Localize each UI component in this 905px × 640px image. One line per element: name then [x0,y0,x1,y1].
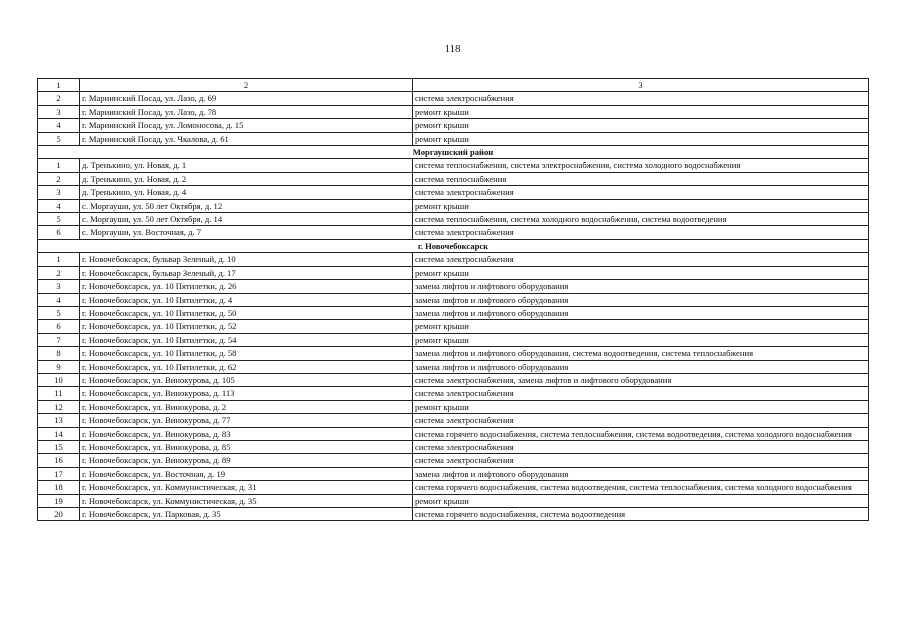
row-address: с. Моргауши, ул. Восточная, д. 7 [80,226,413,239]
row-work-type: замена лифтов и лифтового оборудования [413,306,869,319]
section-row [38,239,869,252]
table-row [38,253,869,266]
table-row [38,119,869,132]
table-body [38,79,869,521]
table-row [38,266,869,279]
row-number: 13 [38,414,80,427]
row-work-type: система электроснабжения [413,440,869,453]
row-number: 17 [38,467,80,480]
row-address: г. Новочебоксарск, ул. Винокурова, д. 85 [80,440,413,453]
row-address: д. Тренькино, ул. Новая, д. 4 [80,186,413,199]
table-row [38,213,869,226]
row-work-type: система электроснабжения [413,253,869,266]
table-row [38,508,869,521]
row-number: 19 [38,494,80,507]
row-address: г. Новочебоксарск, бульвар Зеленый, д. 17 [80,266,413,279]
table-row [38,481,869,494]
row-number: 11 [38,387,80,400]
table-row [38,159,869,172]
row-work-type: система электроснабжения [413,454,869,467]
row-address: г. Новочебоксарск, ул. Винокурова, д. 77 [80,414,413,427]
row-work-type: система горячего водоснабжения, система теплоснабжения, система водоотведения, система холодного водоснабжения [413,427,869,440]
row-work-type: система электроснабжения [413,186,869,199]
row-work-type: система горячего водоснабжения, система водоотведения, система теплоснабжения, система холодного водоснабжения [413,481,869,494]
row-address: г. Новочебоксарск, ул. Винокурова, д. 2 [80,400,413,413]
table-row [38,105,869,118]
table-row [38,494,869,507]
row-number: 1 [38,159,80,172]
row-number: 10 [38,373,80,386]
row-work-type: ремонт крыши [413,320,869,333]
table-row [38,400,869,413]
table-row [38,333,869,346]
row-address: г. Мариинский Посад, ул. Чкалова, д. 61 [80,132,413,145]
row-address: г. Новочебоксарск, ул. Винокурова, д. 83 [80,427,413,440]
row-number: 15 [38,440,80,453]
table-row [38,132,869,145]
table-row [38,387,869,400]
row-work-type: замена лифтов и лифтового оборудования [413,360,869,373]
row-work-type: система теплоснабжения, система холодного водоснабжения, система водоотведения [413,213,869,226]
row-address: г. Мариинский Посад, ул. Лазо, д. 69 [80,92,413,105]
row-address: д. Тренькино, ул. Новая, д. 2 [80,172,413,185]
row-number: 2 [38,172,80,185]
table-row [38,360,869,373]
row-work-type: система теплоснабжения, система электроснабжения, система холодного водоснабжения [413,159,869,172]
row-number: 4 [38,119,80,132]
row-work-type: система теплоснабжения [413,172,869,185]
table-row [38,320,869,333]
row-work-type: система электроснабжения, замена лифтов и лифтового оборудования [413,373,869,386]
row-work-type: ремонт крыши [413,333,869,346]
row-number: 1 [38,253,80,266]
column-number-3: 3 [413,79,869,92]
row-address: д. Тренькино, ул. Новая, д. 1 [80,159,413,172]
row-address: г. Новочебоксарск, ул. Коммунистическая, д. 35 [80,494,413,507]
row-work-type: система электроснабжения [413,387,869,400]
row-work-type: система электроснабжения [413,414,869,427]
row-address: г. Мариинский Посад, ул. Ломоносова, д. 15 [80,119,413,132]
row-number: 4 [38,293,80,306]
row-address: г. Новочебоксарск, ул. 10 Пятилетки, д. 54 [80,333,413,346]
row-address: г. Новочебоксарск, ул. 10 Пятилетки, д. 50 [80,306,413,319]
column-number-1: 1 [38,79,80,92]
row-number: 3 [38,186,80,199]
row-number: 3 [38,280,80,293]
row-number: 5 [38,306,80,319]
column-number-2: 2 [80,79,413,92]
row-address: г. Новочебоксарск, ул. Винокурова, д. 113 [80,387,413,400]
table-row [38,280,869,293]
row-number: 12 [38,400,80,413]
row-work-type: замена лифтов и лифтового оборудования [413,293,869,306]
row-address: г. Новочебоксарск, бульвар Зеленый, д. 10 [80,253,413,266]
row-address: г. Новочебоксарск, ул. 10 Пятилетки, д. 26 [80,280,413,293]
row-number: 16 [38,454,80,467]
row-number: 3 [38,105,80,118]
page-number: 118 [444,43,461,55]
table-row [38,347,869,360]
row-work-type: ремонт крыши [413,119,869,132]
row-address: г. Новочебоксарск, ул. Восточная, д. 19 [80,467,413,480]
row-work-type: ремонт крыши [413,400,869,413]
table-row [38,92,869,105]
row-address: г. Новочебоксарск, ул. 10 Пятилетки, д. 62 [80,360,413,373]
table-row [38,427,869,440]
row-address: г. Новочебоксарск, ул. Парковая, д. 35 [80,508,413,521]
row-number: 6 [38,226,80,239]
row-work-type: ремонт крыши [413,266,869,279]
row-work-type: система электроснабжения [413,92,869,105]
works-table [37,78,869,521]
row-address: с. Моргауши, ул. 50 лет Октября, д. 12 [80,199,413,212]
row-address: г. Новочебоксарск, ул. 10 Пятилетки, д. 58 [80,347,413,360]
row-number: 6 [38,320,80,333]
row-number: 7 [38,333,80,346]
row-address: г. Новочебоксарск, ул. Винокурова, д. 105 [80,373,413,386]
row-address: с. Моргауши, ул. 50 лет Октября, д. 14 [80,213,413,226]
row-address: г. Новочебоксарск, ул. 10 Пятилетки, д. 52 [80,320,413,333]
table-row [38,440,869,453]
row-number: 18 [38,481,80,494]
row-number: 8 [38,347,80,360]
table-row [38,186,869,199]
column-number-row [38,79,869,92]
table-row [38,226,869,239]
row-work-type: замена лифтов и лифтового оборудования [413,467,869,480]
row-work-type: ремонт крыши [413,199,869,212]
table-row [38,306,869,319]
row-address: г. Новочебоксарск, ул. Коммунистическая, д. 31 [80,481,413,494]
row-work-type: замена лифтов и лифтового оборудования [413,280,869,293]
table-row [38,467,869,480]
section-row [38,146,869,159]
row-number: 4 [38,199,80,212]
row-number: 5 [38,213,80,226]
row-number: 5 [38,132,80,145]
table-row [38,199,869,212]
row-number: 14 [38,427,80,440]
row-number: 20 [38,508,80,521]
row-work-type: ремонт крыши [413,494,869,507]
row-address: г. Мариинский Посад, ул. Лазо, д. 78 [80,105,413,118]
row-address: г. Новочебоксарск, ул. 10 Пятилетки, д. 4 [80,293,413,306]
row-address: г. Новочебоксарск, ул. Винокурова, д. 89 [80,454,413,467]
table-row [38,293,869,306]
row-work-type: замена лифтов и лифтового оборудования, система водоотведения, система теплоснабжения [413,347,869,360]
row-work-type: система горячего водоснабжения, система водоотведения [413,508,869,521]
row-number: 2 [38,92,80,105]
table-row [38,454,869,467]
section-title: г. Новочебоксарск [38,239,869,252]
row-number: 9 [38,360,80,373]
row-work-type: ремонт крыши [413,132,869,145]
table-row [38,373,869,386]
table-row [38,414,869,427]
row-number: 2 [38,266,80,279]
section-title: Моргаушский район [38,146,869,159]
row-work-type: система электроснабжения [413,226,869,239]
row-work-type: ремонт крыши [413,105,869,118]
table-row [38,172,869,185]
